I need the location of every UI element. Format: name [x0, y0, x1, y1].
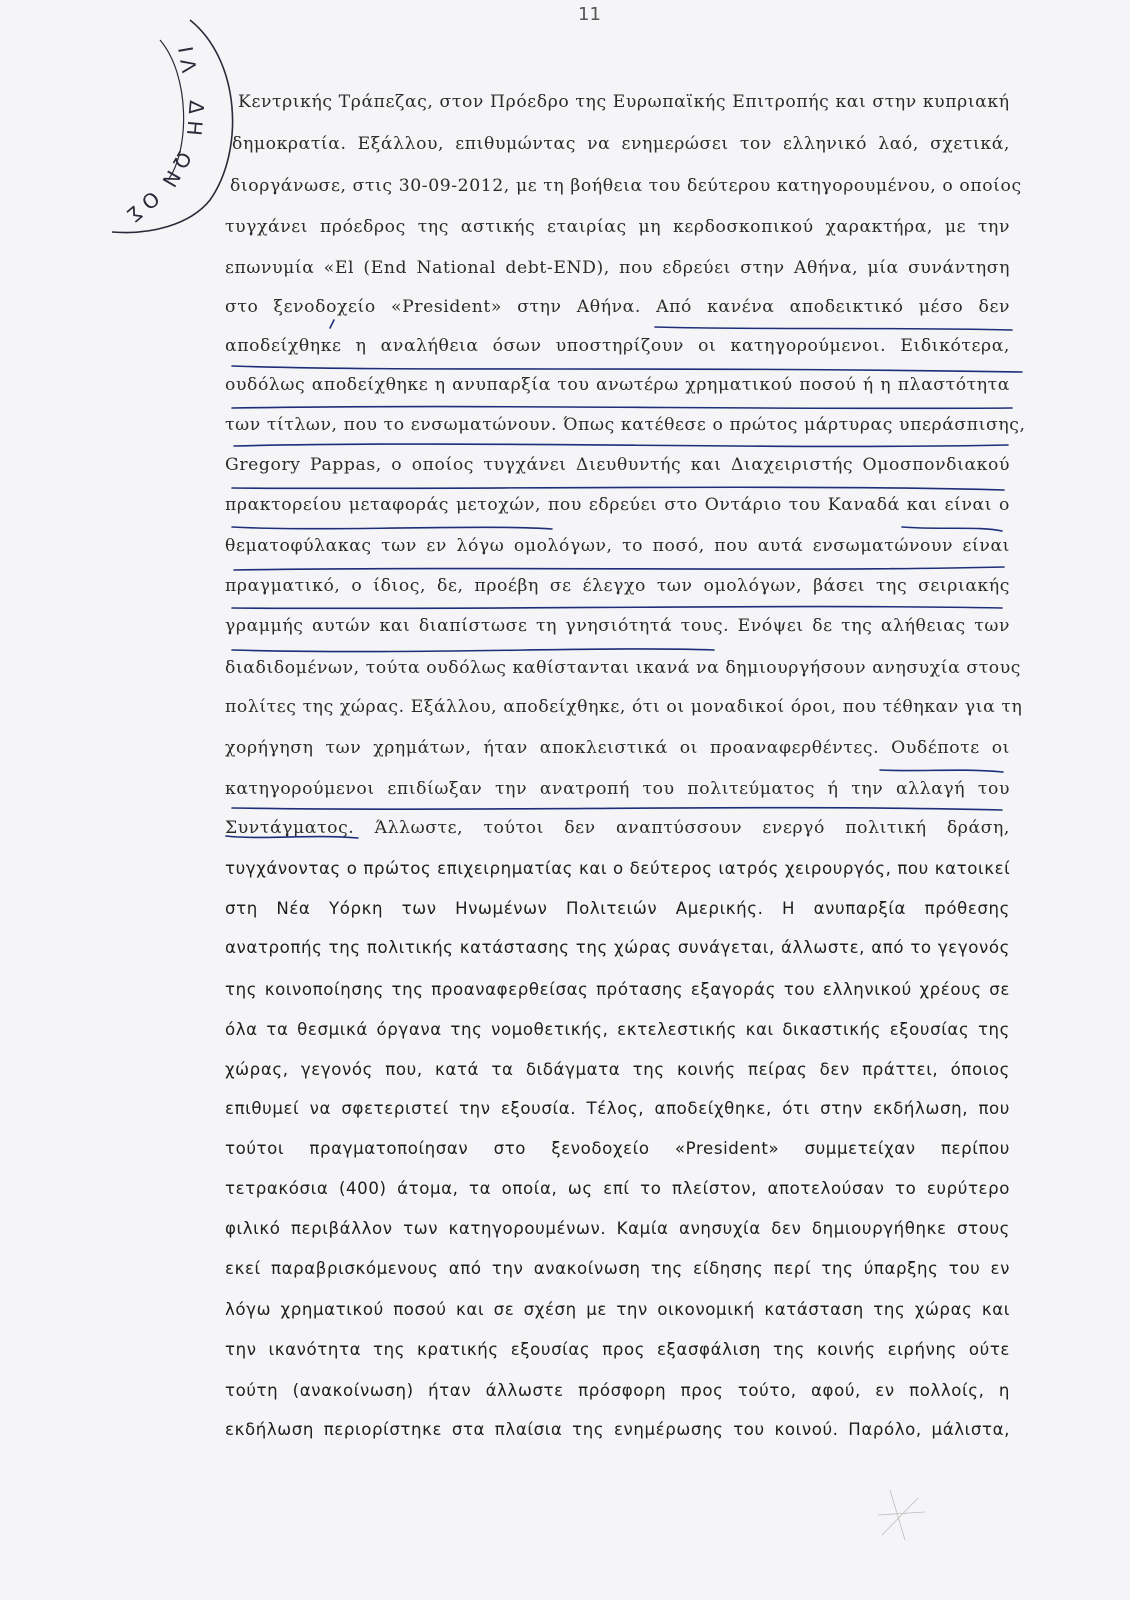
- svg-text:Ω Ν: Ω Ν: [157, 147, 197, 192]
- underline-mark: [232, 487, 1004, 490]
- text-line: τυγχάνοντας ο πρώτος επιχειρηματίας και ο δεύτερος ιατρός χειρουργός, που κατοικεί: [225, 859, 1011, 878]
- text-line: επωνυμία «El (End National debt-END), που εδρεύει στην Αθήνα, μία συνάντηση: [225, 258, 1010, 278]
- underline-mark: [232, 366, 1022, 372]
- svg-text:Ο Σ: Ο Σ: [122, 186, 165, 227]
- underline-mark: [232, 649, 714, 652]
- text-line: την ικανότητα της κρατικής εξουσίας προς εξασφάλιση της κοινής ειρήνης ούτε: [225, 1340, 1010, 1359]
- text-line: διοργάνωσε, στις 30-09-2012, με τη βοήθεια του δεύτερου κατηγορουμένου, ο οποίος: [230, 176, 1022, 196]
- text-line: επιθυμεί να σφετεριστεί την εξουσία. Τέλος, αποδείχθηκε, ότι στην εκδήλωση, που: [225, 1099, 1010, 1118]
- text-line: στη Νέα Υόρκη των Ηνωμένων Πολιτειών Αμερικής. Η ανυπαρξία πρόθεσης: [225, 899, 1010, 918]
- svg-text:Δ Η: Δ Η: [181, 99, 209, 137]
- underline-mark: [234, 444, 1008, 446]
- text-line: πραγματικό, ο ίδιος, δε, προέβη σε έλεγχο των ομολόγων, βάσει της σειριακής: [225, 576, 1010, 596]
- text-line: πολίτες της χώρας. Εξάλλου, αποδείχθηκε, ότι οι μοναδικοί όροι, που τέθηκαν για τη: [225, 697, 1023, 717]
- text-line: λόγω χρηματικού ποσού και σε σχέση με την οικονομική κατάσταση της χώρας και: [225, 1300, 1010, 1319]
- underline-mark: [234, 567, 1004, 570]
- text-line: φιλικό περιβάλλον των κατηγορουμένων. Καμία ανησυχία δεν δημιουργήθηκε στους: [225, 1219, 1010, 1238]
- stamp-seal-icon: [40, 0, 260, 240]
- text-line: στο ξενοδοχείο «President» στην Αθήνα. Από κανένα αποδεικτικό μέσο δεν: [225, 297, 1010, 317]
- page-number: 11: [578, 4, 601, 25]
- text-line: Gregory Pappas, ο οποίος τυγχάνει Διευθυντής και Διαχειριστής Ομοσπονδιακού: [225, 455, 1010, 475]
- svg-text:Ι Λ: Ι Λ: [173, 44, 202, 75]
- text-line: αποδείχθηκε η αναλήθεια όσων υποστηρίζουν οι κατηγορούμενοι. Ειδικότερα,: [225, 336, 1010, 356]
- text-line: δημοκρατία. Εξάλλου, επιθυμώντας να ενημερώσει τον ελληνικό λαό, σχετικά,: [232, 134, 1010, 154]
- text-line: εκδήλωση περιορίστηκε στα πλαίσια της ενημέρωσης του κοινού. Παρόλο, μάλιστα,: [225, 1420, 1010, 1439]
- text-line: χορήγηση των χρημάτων, ήταν αποκλειστικά οι προαναφερθέντες. Ουδέποτε οι: [225, 738, 1010, 758]
- text-line: της κοινοποίησης της προαναφερθείσας πρότασης εξαγοράς του ελληνικού χρέους σε: [225, 980, 1010, 999]
- text-line: τούτη (ανακοίνωση) ήταν άλλωστε πρόσφορη προς τούτο, αφού, εν πολλοίς, η: [225, 1381, 1010, 1400]
- text-line: κατηγορούμενοι επιδίωξαν την ανατροπή του πολιτεύματος ή την αλλαγή του: [225, 779, 1010, 799]
- text-line: θεματοφύλακας των εν λόγω ομολόγων, το ποσό, που αυτά ενσωματώνουν είναι: [225, 536, 1010, 556]
- text-line: Κεντρικής Τράπεζας, στον Πρόεδρο της Ευρωπαϊκής Επιτροπής και στην κυπριακή: [238, 92, 1010, 112]
- text-line: γραμμής αυτών και διαπίστωσε τη γνησιότητά τους. Ενόψει δε της αλήθειας των: [225, 616, 1010, 636]
- text-line: χώρας, γεγονός που, κατά τα διδάγματα της κοινής πείρας δεν πράττει, όποιος: [225, 1060, 1010, 1079]
- text-line: ουδόλως αποδείχθηκε η ανυπαρξία του ανωτέρω χρηματικού ποσού ή η πλαστότητα: [225, 375, 1010, 395]
- text-line: Συντάγματος. Άλλωστε, τούτοι δεν αναπτύσσουν ενεργό πολιτική δράση,: [225, 818, 1010, 838]
- text-line: πρακτορείου μεταφοράς μετοχών, που εδρεύει στο Οντάριο του Καναδά και είναι ο: [225, 495, 1010, 515]
- text-line: εκεί παραβρισκόμενους από την ανακοίνωση της είδησης περί της ύπαρξης του εν: [225, 1259, 1010, 1278]
- underline-mark: [232, 808, 1002, 810]
- underline-mark: [232, 407, 1012, 409]
- text-line: τούτοι πραγματοποίησαν στο ξενοδοχείο «President» συμμετείχαν περίπου: [225, 1139, 1010, 1158]
- text-line: όλα τα θεσμικά όργανα της νομοθετικής, εκτελεστικής και δικαστικής εξουσίας της: [225, 1020, 1010, 1039]
- underline-mark: [232, 607, 1002, 609]
- underline-mark: [330, 320, 334, 328]
- underline-mark: [655, 327, 1012, 330]
- text-line: ανατροπής της πολιτικής κατάστασης της χώρας συνάγεται, άλλωστε, από το γεγονός: [225, 938, 1010, 957]
- text-line: διαδιδομένων, τούτα ουδόλως καθίστανται ικανά να δημιουργήσουν ανησυχία στους: [225, 658, 1022, 678]
- underline-mark: [880, 770, 1003, 772]
- text-line: τυγχάνει πρόεδρος της αστικής εταιρίας μη κερδοσκοπικού χαρακτήρα, με την: [225, 217, 1010, 237]
- text-line: τετρακόσια (400) άτομα, τα οποία, ως επί το πλείστον, αποτελούσαν το ευρύτερο: [225, 1179, 1010, 1198]
- text-line: των τίτλων, που το ενσωματώνουν. Όπως κατέθεσε ο πρώτος μάρτυρας υπεράσπισης,: [225, 415, 1026, 435]
- underline-mark: [232, 527, 552, 529]
- underline-mark: [902, 527, 1002, 531]
